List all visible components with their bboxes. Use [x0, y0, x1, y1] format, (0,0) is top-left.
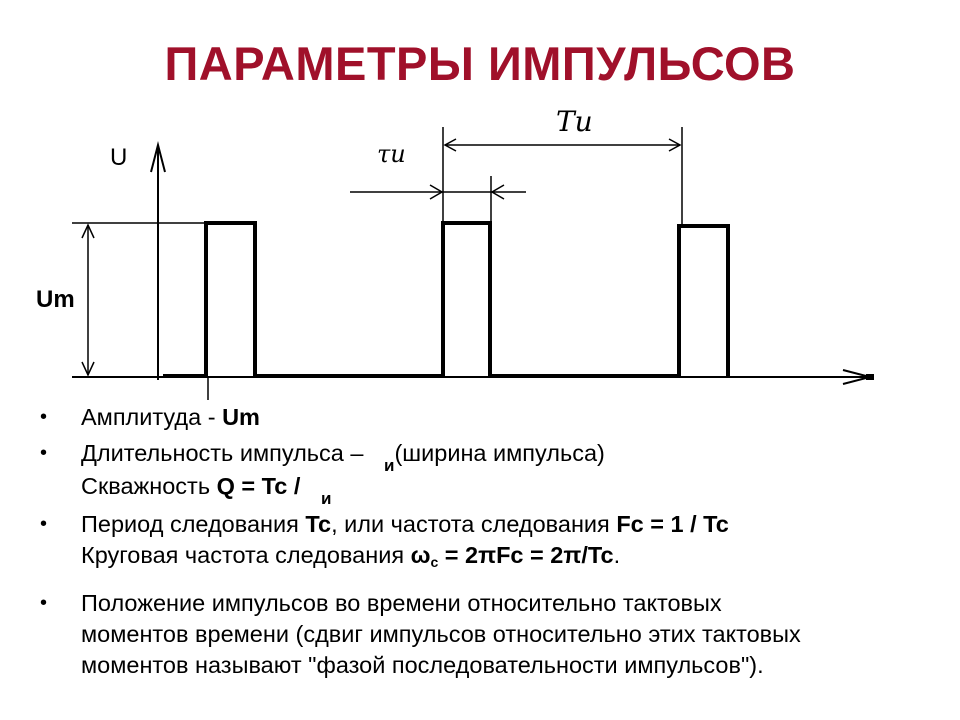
list-item-line	[81, 540, 940, 578]
u-axis-label: U	[110, 144, 128, 171]
list-item-line	[81, 650, 940, 681]
list-item-text: Положение импульсов во времени относительно тактовых	[81, 590, 722, 616]
page-title: ПАРАМЕТРЫ ИМПУЛЬСОВ	[164, 37, 796, 90]
list-item-text: Амплитуда -	[81, 404, 223, 430]
list-item-text: = 2πFc = 2π/Tc	[438, 542, 614, 568]
list-item-text: моментов времени (сдвиг импульсов относительно этих тактовых	[81, 621, 801, 647]
bullet-dot: •	[40, 406, 48, 428]
list-item-line	[81, 509, 940, 540]
bullet-dot: •	[40, 442, 48, 464]
parameter-list	[40, 402, 940, 686]
list-item	[40, 509, 940, 578]
list-item-text: Период следования	[81, 511, 306, 537]
list-item	[40, 402, 940, 433]
time-axis-arrow-tip	[866, 374, 874, 380]
amplitude-label: Um	[36, 286, 75, 313]
bullet-dot: •	[40, 513, 48, 535]
list-item-line	[81, 588, 940, 619]
list-item-line	[81, 619, 940, 650]
list-item-line	[81, 402, 940, 433]
list-item-text: Скважность	[81, 473, 217, 499]
list-item-text: и	[320, 489, 332, 508]
list-item-text: и	[383, 456, 395, 475]
pulse-width-label: τи	[377, 140, 406, 168]
list-item-text: c	[430, 554, 439, 570]
pulse-waveform	[163, 223, 728, 376]
list-item-text: Круговая частота следования	[81, 542, 411, 568]
list-item-text: (ширина импульса)	[394, 440, 605, 466]
list-item-text: , или частота следования	[331, 511, 617, 537]
list-item-line	[81, 438, 940, 475]
list-item-text: Tc	[305, 511, 332, 537]
list-item-text: Q = Tc /	[216, 473, 307, 499]
list-item	[40, 438, 940, 508]
bullet-dot: •	[40, 592, 48, 614]
list-item	[40, 588, 940, 681]
list-item-text: Длительность импульса –	[81, 440, 370, 466]
list-item-text: ω	[410, 542, 431, 568]
period-label: Tи	[556, 105, 593, 138]
list-item-text: Fc = 1 / Tc	[616, 511, 729, 537]
list-item-text: .	[613, 542, 621, 568]
list-item-text: Um	[222, 404, 260, 430]
list-item-text: моментов называют "фазой последовательности импульсов").	[81, 652, 764, 678]
list-item-line	[81, 471, 940, 508]
